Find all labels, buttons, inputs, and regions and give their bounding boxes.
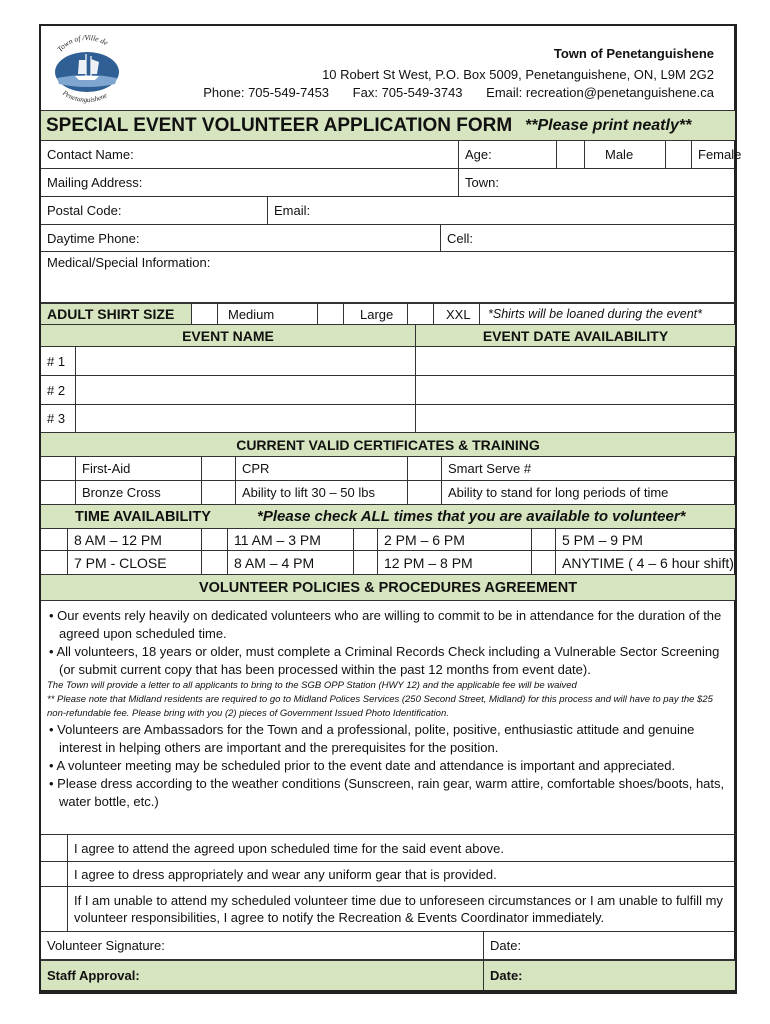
policy-meeting-text: A volunteer meeting may be scheduled prior to the event date and attendance is important and appreciated.	[56, 758, 676, 773]
time-checkbox[interactable]	[531, 551, 555, 574]
policy-dress-text: Please dress according to the weather conditions (Sunscreen, rain gear, warm attire, comfortable shoes/boots, hats, water bottle, etc.)	[57, 776, 725, 809]
certificates-heading: CURRENT VALID CERTIFICATES & TRAINING	[236, 436, 540, 453]
town-address: 10 Robert St West, P.O. Box 5009, Penetanguishene, ON, L9M 2G2	[322, 67, 714, 82]
postal-email-row	[41, 196, 735, 224]
size-xxl-label: XXL	[433, 304, 479, 324]
bronze-cross-checkbox[interactable]	[41, 481, 75, 504]
female-checkbox[interactable]	[665, 141, 691, 168]
letterhead	[41, 26, 734, 110]
male-label: Male	[584, 141, 665, 168]
male-checkbox[interactable]	[556, 141, 584, 168]
time-checkbox[interactable]	[201, 529, 227, 550]
form-title-row	[41, 110, 735, 140]
time-slot-label: 7 PM - CLOSE	[67, 551, 201, 574]
opp-letter-note: The Town will provide a letter to all applicants to bring to the SGB OPP Station (HWY 12) and the applicable fee will be waived	[47, 680, 577, 691]
daytime-phone-field[interactable]: Daytime Phone:	[47, 230, 140, 246]
cpr-label: CPR	[235, 457, 407, 480]
contact-line	[203, 85, 714, 100]
event-date-input[interactable]	[415, 405, 735, 432]
town-logo	[45, 32, 129, 104]
staff-date-field[interactable]: Date:	[483, 961, 735, 990]
medical-row	[41, 251, 735, 299]
age-field[interactable]: Age:	[458, 141, 556, 168]
staff-approval-field[interactable]: Staff Approval:	[47, 968, 140, 983]
shirt-size-row	[41, 302, 735, 324]
lift-label: Ability to lift 30 – 50 lbs	[235, 481, 407, 504]
event-header-row	[41, 324, 735, 346]
agreement-notify-text: If I am unable to attend my scheduled volunteer time due to unforeseen circumstances or I am unable to fulfill my volunteer responsibilities, I agree to notify the Recreation & Events Coordinator immediately.	[67, 887, 735, 931]
application-form	[39, 24, 742, 994]
time-slot-label: 5 PM – 9 PM	[555, 529, 735, 550]
event-date-input[interactable]	[415, 376, 735, 404]
policy-bullet: • Please dress according to the weather conditions (Sunscreen, rain gear, warm attire, comfortable shoes/boots, hats, water bottle, etc.)	[49, 776, 725, 809]
volunteer-signature-field[interactable]: Volunteer Signature:	[47, 938, 165, 953]
time-slot-label: 12 PM – 8 PM	[377, 551, 531, 574]
smart-serve-label: Smart Serve #	[441, 457, 735, 480]
time-slot-label: 8 AM – 12 PM	[67, 529, 201, 550]
medium-checkbox[interactable]	[191, 304, 217, 324]
cpr-checkbox[interactable]	[201, 457, 235, 480]
certificates-row	[41, 480, 735, 504]
policies-header-row	[41, 574, 735, 600]
stand-label: Ability to stand for long periods of time	[441, 481, 735, 504]
event-date-input[interactable]	[415, 347, 735, 375]
size-large-label: Large	[343, 304, 407, 324]
event-name-input[interactable]	[75, 347, 415, 375]
first-aid-label: First-Aid	[75, 457, 201, 480]
time-row	[41, 528, 735, 550]
time-checkbox[interactable]	[201, 551, 227, 574]
signature-date-field[interactable]: Date:	[483, 932, 735, 959]
policy-bullet: • A volunteer meeting may be scheduled prior to the event date and attendance is important and appreciated.	[49, 758, 676, 773]
event-name-header: EVENT NAME	[182, 327, 274, 344]
event-row	[41, 404, 735, 432]
town-name: Town of Penetanguishene	[553, 46, 714, 61]
policy-bullet: • Volunteers are Ambassadors for the Town and a professional, polite, positive, enthusiastic attitude and genuine interest in helping others are important and the prerequisites for the position.	[49, 722, 695, 755]
agreement-checkbox[interactable]	[41, 862, 67, 886]
first-aid-checkbox[interactable]	[41, 457, 75, 480]
shirt-size-label: ADULT SHIRT SIZE	[41, 304, 191, 324]
email-field[interactable]: Email:	[267, 197, 735, 224]
agreement-row	[41, 886, 735, 931]
phone-number: Phone: 705-549-7453	[203, 85, 330, 100]
agreement-row	[41, 834, 735, 861]
agreement-dress-text: I agree to dress appropriately and wear any uniform gear that is provided.	[67, 862, 735, 886]
time-checkbox[interactable]	[41, 529, 67, 550]
stand-checkbox[interactable]	[407, 481, 441, 504]
size-medium-label: Medium	[217, 304, 317, 324]
contact-name-field[interactable]: Contact Name:	[47, 147, 134, 162]
smart-serve-checkbox[interactable]	[407, 457, 441, 480]
event-number: # 2	[47, 382, 66, 398]
phone-row	[41, 224, 735, 251]
event-number: # 3	[47, 411, 66, 426]
town-field[interactable]: Town:	[458, 169, 735, 196]
bronze-cross-label: Bronze Cross	[75, 481, 201, 504]
time-checkbox[interactable]	[41, 551, 67, 574]
event-row	[41, 346, 735, 375]
postal-code-field[interactable]: Postal Code:	[47, 203, 122, 218]
agreement-attend-text: I agree to attend the agreed upon scheduled time for the said event above.	[67, 835, 735, 861]
time-checkbox[interactable]	[531, 529, 555, 550]
event-row	[41, 375, 735, 404]
time-slot-label: ANYTIME ( 4 – 6 hour shift)	[555, 551, 735, 574]
cell-field[interactable]: Cell:	[440, 225, 735, 251]
time-slot-label: 2 PM – 6 PM	[377, 529, 531, 550]
policy-records-check-text: All volunteers, 18 years or older, must complete a Criminal Records Check including a Vulnerable Sector Screening (or submit current copy that has been processed within the past 12 months from event date).	[56, 644, 720, 677]
time-row	[41, 550, 735, 574]
time-header-row	[41, 504, 735, 528]
agreement-row	[41, 861, 735, 886]
form-title: SPECIAL EVENT VOLUNTEER APPLICATION FORM	[46, 114, 513, 136]
shirt-loan-note: *Shirts will be loaned during the event*	[479, 304, 735, 324]
mailing-address-field[interactable]: Mailing Address:	[47, 175, 143, 190]
time-availability-note: *Please check ALL times that you are available to volunteer*	[257, 508, 686, 525]
event-number: # 1	[47, 353, 66, 369]
event-dates-header: EVENT DATE AVAILABILITY	[415, 325, 735, 346]
email-address: Email: recreation@penetanguishene.ca	[486, 85, 714, 100]
medical-info-field[interactable]: Medical/Special Information:	[47, 255, 211, 270]
time-slot-label: 8 AM – 4 PM	[227, 551, 353, 574]
time-availability-heading: TIME AVAILABILITY	[75, 508, 211, 525]
signature-row	[41, 931, 735, 959]
staff-approval-row	[41, 959, 735, 990]
policy-commitment-text: Our events rely heavily on dedicated volunteers who are willing to commit to be in attendance for the duration of the agreed upon scheduled time.	[57, 608, 722, 641]
logo-text-top: Town of /Ville de	[55, 32, 110, 54]
print-neatly-note: **Please print neatly**	[525, 116, 692, 134]
contact-name-row	[41, 140, 742, 168]
policies-text	[41, 600, 735, 834]
svg-text:Town of /Ville de	[55, 33, 110, 54]
time-slot-label: 11 AM – 3 PM	[227, 529, 353, 550]
event-name-input[interactable]	[75, 376, 415, 404]
midland-note: ** Please note that Midland residents are required to go to Midland Polices Services (250 Second Street, Midland) for this process and will have to pay the $25 non-refundable fee. Please bring with you (2) pieces of Government Issued Photo Identification.	[47, 694, 713, 719]
lift-checkbox[interactable]	[201, 481, 235, 504]
event-name-input[interactable]	[75, 405, 415, 432]
policy-bullet: • Our events rely heavily on dedicated volunteers who are willing to commit to be in attendance for the duration of the agreed upon scheduled time.	[49, 608, 722, 641]
certificates-header-row	[41, 432, 735, 456]
large-checkbox[interactable]	[317, 304, 343, 324]
agreement-checkbox[interactable]	[41, 835, 67, 861]
xxl-checkbox[interactable]	[407, 304, 433, 324]
certificates-row	[41, 456, 735, 480]
policies-heading: VOLUNTEER POLICIES & PROCEDURES AGREEMENT	[198, 579, 578, 596]
fax-number: Fax: 705-549-3743	[352, 85, 463, 100]
agreement-checkbox[interactable]	[41, 887, 67, 931]
mailing-address-row	[41, 168, 735, 196]
time-checkbox[interactable]	[353, 529, 377, 550]
policy-ambassadors-text: Volunteers are Ambassadors for the Town and a professional, polite, positive, enthusiastic attitude and genuine interest in helping others are important and the prerequisites for the position.	[57, 722, 695, 755]
policy-bullet: • All volunteers, 18 years or older, must complete a Criminal Records Check including a Vulnerable Sector Screening (or submit current copy that has been processed within the past 12 months from event date).	[49, 644, 720, 677]
logo-text-bottom: Penetanguishene	[61, 88, 109, 104]
time-checkbox[interactable]	[353, 551, 377, 574]
female-label: Female	[691, 141, 735, 168]
